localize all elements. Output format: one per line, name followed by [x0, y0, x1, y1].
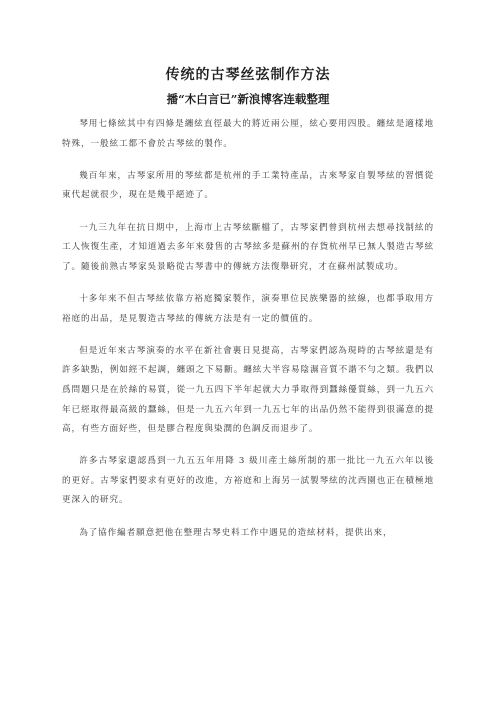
paragraph: 幾百年來，古琴家所用的琴絃都是杭州的手工業特產品，古來琴家自製琴絃的習慣從東代起就很少，現在是幾乎絕迹了。: [62, 170, 434, 201]
paragraph: 為了協作編者願意把他在整理古琴史料工作中遇見的造絃材料，提供出來，: [79, 527, 393, 538]
document-title: 传统的古琴丝弦制作方法: [165, 67, 331, 83]
paragraph: 一九三九年在抗日期中，上海市上古琴絃斷檔了，古琴家們曾到杭州去想尋找制絃的工人恢復生產，才知道過去多年來發售的古琴絃多是蘇州的存貨杭州早已無人製造古琴絃了。隨後前熟古琴家吳景略從古琴書中的傳統方法復舉研究，才在蘇州試製成功。: [62, 222, 434, 272]
paragraph: 但是近年來古琴演奏的水平在新社會裏日見提高，古琴家們認為現時的古琴絃還是有許多缺點，例如經不起調，纏頭之下易斷。纏絃大半容易陰濕音質不諧不勻之類。我們以爲問題只是在於絲的易質，從一九五四下半年起就大力爭取得到蠶絲優質絲，到一九五六年已經取得最高級的蠶絲，但是一九五六年到一九五七年的出品仍然不能得到很滿意的提高，有些方面好些，但是膠合程度與染潤的色調反而退步了。: [62, 345, 434, 435]
document-body: [62, 115, 434, 556]
document-subtitle: 播“木白言已”新浪博客连载整理: [166, 92, 330, 106]
paragraph: 琴用七條絃其中有四條是纏絃直徑最大的將近兩公厘，絃心要用四股。纏絃是適樣地特殊，一般絃工都不會於古琴絃的製作。: [62, 119, 434, 149]
paragraph: 十多年來不但古琴絃依靠方裕庭獨家製作，演奏單位民族樂器的絃線，也都爭取用方裕庭的出品，是見製造古琴絃的傳統方法是有一定的價值的。: [62, 293, 434, 324]
paragraph: 許多古琴家還認爲到一九五五年用降 3 級川產土絲所制的那一批比一九五六年以後的更好。古琴家們要求有更好的改進，方裕庭和上海另一試製琴絃的沈西園也正在積極地更深入的研究。: [62, 456, 434, 506]
